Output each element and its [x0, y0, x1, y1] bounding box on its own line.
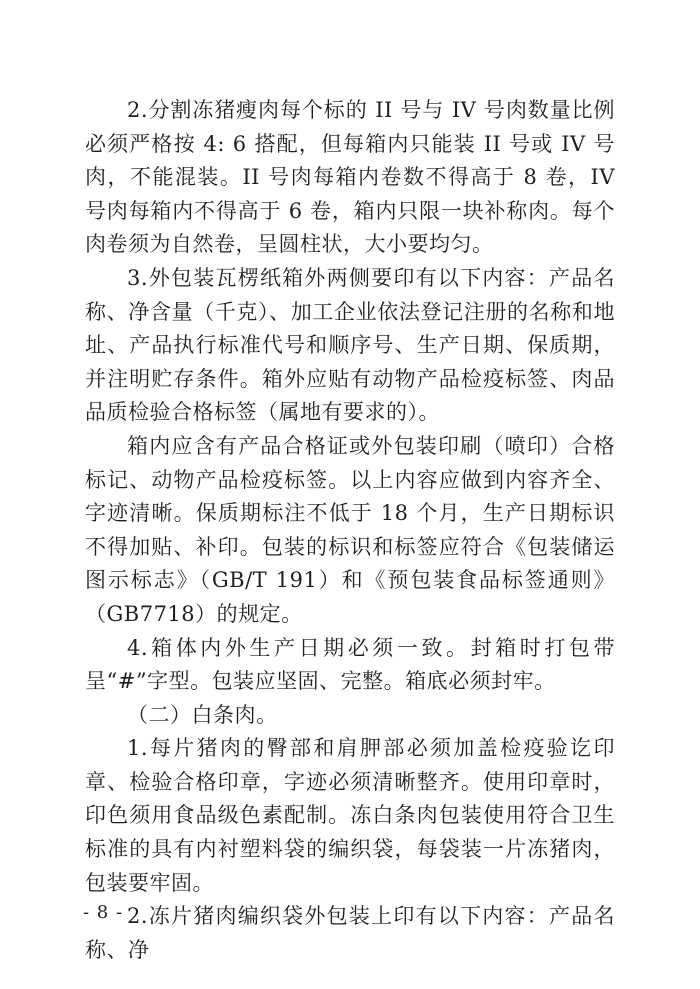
paragraph-production-date-sealing: 4.箱体内外生产日期必须一致。封箱时打包带呈“#”字型。包装应坚固、完整。箱底必须封牢。: [85, 635, 615, 694]
paragraph-inspection-stamps: 1.每片猪肉的臀部和肩胛部必须加盖检疫验讫印章、检验合格印章，字迹必须清晰整齐。使用印章时，印色须用食品级色素配制。冻白条肉包装使用符合卫生标准的具有内衬塑料袋的编织袋，每袋装一片冻猪肉，包装要牢固。: [85, 736, 615, 895]
paragraph-inner-box-certificates: 箱内应含有产品合格证或外包装印刷（喷印）合格标记、动物产品检疫标签。以上内容应做到内容齐全、字迹清晰。保质期标注不低于 18 个月，生产日期标识不得加贴、补印。包装的标识和标签应符合《包装储运图示标志》（GB/T 191）和《预包装食品标签通则》（GB7718）的规定。: [85, 433, 615, 626]
page-number: - 8 -: [83, 902, 124, 923]
paragraph-woven-bag-printing: 2.冻片猪肉编织袋外包装上印有以下内容：产品名称、净: [85, 904, 615, 962]
paragraph-frozen-lean-pork-ratio: 2.分割冻猪瘦肉每个标的 II 号与 IV 号肉数量比例必须严格按 4: 6 搭配，但每箱内只能装 II 号或 IV 号肉，不能混装。II 号肉每箱内卷数不得高于 8 卷，IV 号肉每箱内不得高于 6 卷，箱内只限一块补称肉。每个肉卷须为自然卷，呈圆柱状，大小要均匀。: [85, 98, 615, 257]
document-content: [85, 94, 615, 967]
paragraph-section-heading-carcass-pork: （二）白条肉。: [127, 702, 278, 727]
paragraph-outer-carton-printing: 3.外包装瓦楞纸箱外两侧要印有以下内容：产品名称、净含量（千克）、加工企业依法登记注册的名称和地址、产品执行标准代号和顺序号、生产日期、保质期，并注明贮存条件。箱外应贴有动物产品检疫标签、肉品品质检验合格标签（属地有要求的）。: [85, 265, 615, 425]
